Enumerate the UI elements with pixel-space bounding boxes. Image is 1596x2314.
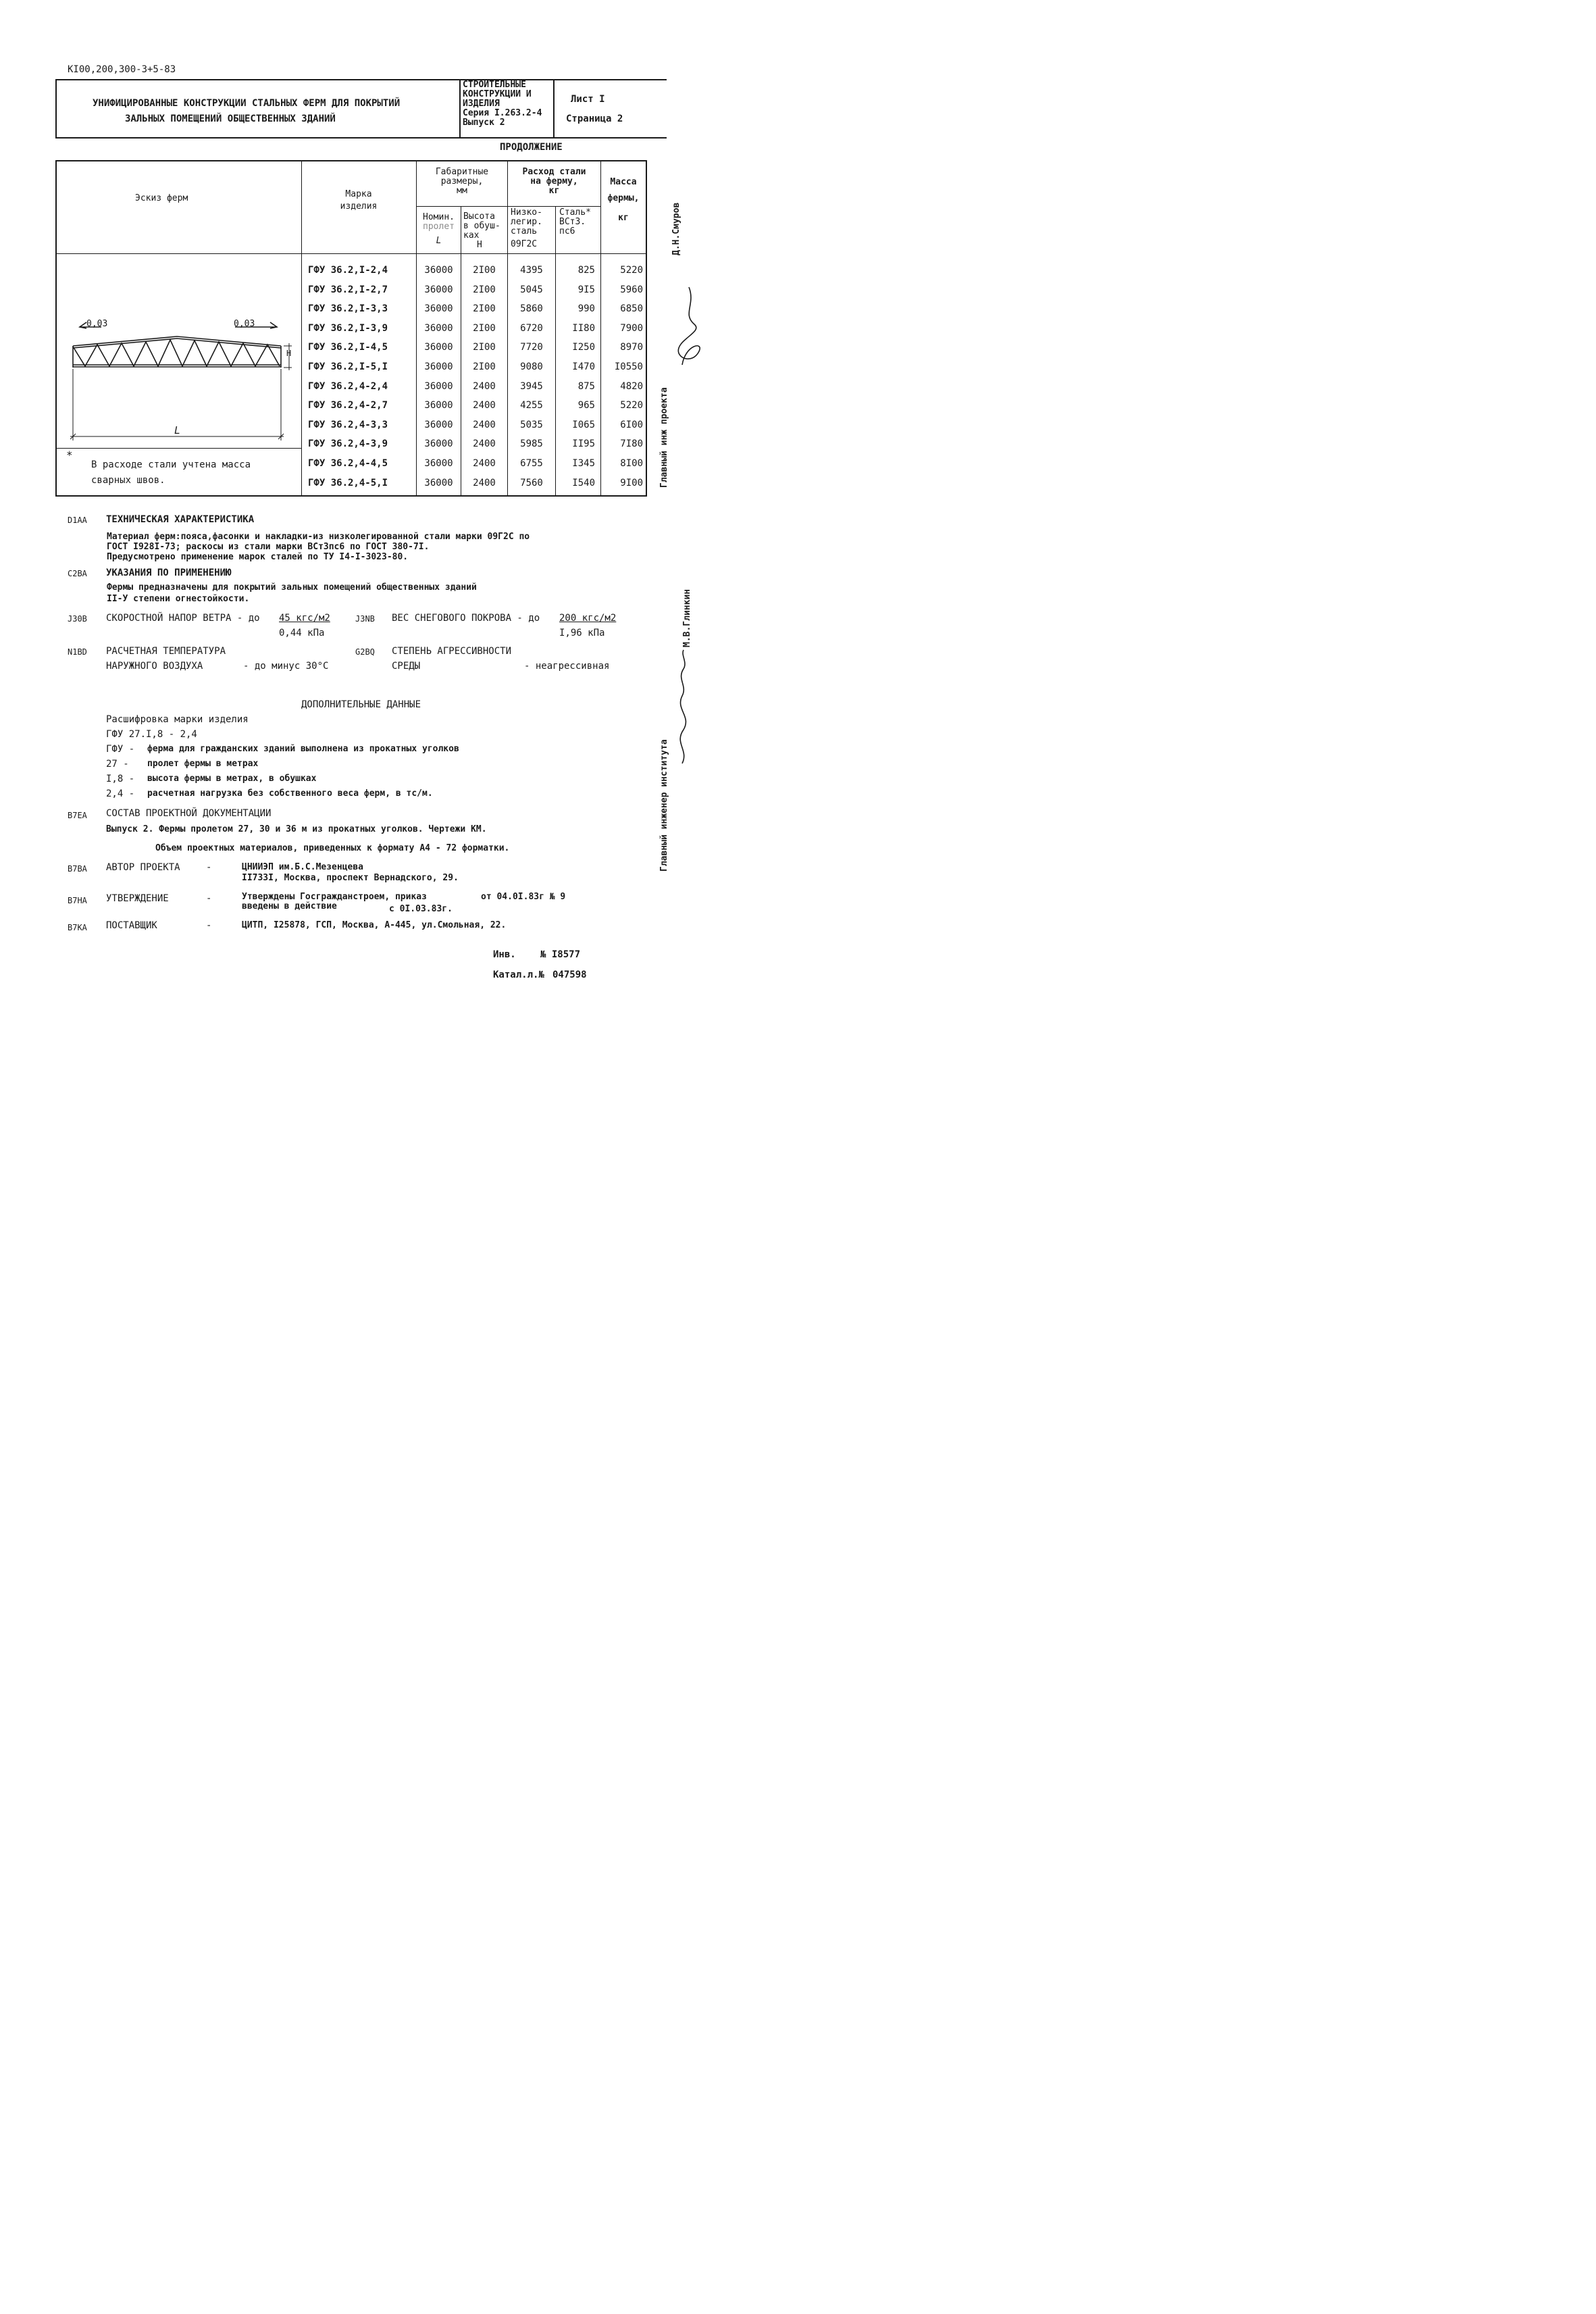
wind-label: СКОРОСТНОЙ НАПОР ВЕТРА - до: [106, 613, 260, 624]
extra-item-value: пролет фермы в метрах: [147, 759, 259, 769]
cell-low: 6755: [520, 458, 543, 469]
series-line-2: КОНСТРУКЦИИ И: [463, 89, 532, 99]
tech-line-2: ГОСТ I928I-73; раскосы из стали марки ВСт3пс6 по ГОСТ 380-7I.: [107, 542, 430, 552]
aggr-label-2: СРЕДЫ: [392, 661, 421, 672]
series-line-4: Серия I.263.2-4: [463, 108, 542, 118]
header-st-2: ВСт3.: [559, 217, 586, 227]
cell-h: 2400: [473, 438, 496, 450]
header-dims-1: Габаритные: [435, 167, 489, 177]
cell-low: 3945: [520, 380, 543, 392]
title-line-2: ЗАЛЬНЫХ ПОМЕЩЕНИЙ ОБЩЕСТВЕННЫХ ЗДАНИЙ: [125, 114, 336, 124]
extra-item-key: 2,4 -: [106, 788, 135, 799]
approval-line-2a: введены в действие: [242, 901, 337, 911]
cell-span: 36000: [424, 265, 453, 276]
side-chief-project: Главный инж проекта: [659, 387, 669, 488]
note-line-1: В расходе стали учтена масса: [91, 459, 251, 470]
extra-item-key: 27 -: [106, 759, 129, 770]
cell-mass: 7I80: [620, 438, 643, 450]
cell-st: I065: [572, 419, 595, 430]
continuation-label: ПРОДОЛЖЕНИЕ: [500, 142, 563, 153]
header-low-4: 09Г2С: [511, 239, 538, 249]
cell-low: 5045: [520, 284, 543, 295]
extra-item-value: высота фермы в метрах, в обушках: [147, 774, 317, 784]
wind-value-1: 45 кгс/м2: [279, 613, 330, 624]
cell-mass: 5220: [620, 400, 643, 411]
cell-st: II80: [572, 322, 595, 334]
header-dims-3: мм: [457, 186, 467, 196]
sheet-number: Лист I: [571, 94, 605, 105]
extra-item-value: ферма для гражданских зданий выполнена из прокатных уголков: [147, 744, 459, 754]
catalog-value: 047598: [552, 970, 587, 980]
cell-mass: 6850: [620, 303, 643, 315]
header-dims-2: размеры,: [440, 176, 484, 186]
header-mass-1: Масса: [610, 177, 637, 187]
author-code: B7BA: [68, 864, 87, 874]
cell-mass: I0550: [614, 361, 643, 372]
cell-st: 825: [577, 265, 595, 276]
supplier-code: B7KA: [68, 923, 87, 932]
cell-h: 2400: [473, 400, 496, 411]
cell-mass: 9I00: [620, 477, 643, 488]
temp-label-1: РАСЧЕТНАЯ ТЕМПЕРАТУРА: [106, 646, 226, 657]
header-low-2: легир.: [511, 217, 542, 227]
cell-mark: ГФУ 36.2,4-2,4: [308, 380, 388, 392]
author-label: АВТОР ПРОЕКТА: [106, 862, 180, 873]
header-mark-1: Марка: [345, 189, 372, 199]
header-st-1: Сталь*: [559, 207, 591, 218]
composition-heading: СОСТАВ ПРОЕКТНОЙ ДОКУМЕНТАЦИИ: [106, 808, 272, 819]
header-low-1: Низко-: [511, 207, 542, 218]
span-label: L: [174, 424, 181, 436]
cell-span: 36000: [424, 419, 453, 430]
cell-span: 36000: [424, 400, 453, 411]
cell-mass: 7900: [620, 322, 643, 334]
extra-item-value: расчетная нагрузка без собственного веса ферм, в тс/м.: [147, 788, 433, 799]
author-line-2: II733I, Москва, проспект Вернадского, 29.: [242, 873, 459, 883]
cell-st: 9I5: [577, 284, 595, 295]
signature-smurov: [669, 284, 709, 378]
cell-low: 5985: [520, 438, 543, 450]
snow-label: ВЕС СНЕГОВОГО ПОКРОВА - до: [392, 613, 540, 624]
cell-mark: ГФУ 36.2,I-3,3: [308, 303, 388, 315]
cell-mass: 4820: [620, 380, 643, 392]
approval-label: УТВЕРЖДЕНИЕ: [106, 893, 169, 904]
slope-right-label: 0,03: [234, 319, 255, 329]
cell-h: 2I00: [473, 303, 496, 315]
header-st-3: пс6: [559, 226, 575, 236]
cell-mark: ГФУ 36.2,4-4,5: [308, 458, 388, 469]
extra-item-key: ГФУ -: [106, 744, 135, 755]
cell-st: I250: [572, 342, 595, 353]
cell-mass: 5960: [620, 284, 643, 295]
tech-code: D1AA: [68, 515, 87, 525]
header-sketch: Эскиз ферм: [135, 193, 188, 203]
tech-line-1: Материал ферм:пояса,фасонки и накладки-из низколегированной стали марки 09Г2С по: [107, 532, 530, 542]
page-number: Страница 2: [566, 114, 623, 124]
series-line-1: СТРОИТЕЛЬНЫЕ: [463, 80, 526, 90]
cell-span: 36000: [424, 361, 453, 372]
side-chief-institute: Главный инженер института: [659, 739, 669, 872]
tech-heading: ТЕХНИЧЕСКАЯ ХАРАКТЕРИСТИКА: [106, 514, 255, 525]
cell-st: 965: [577, 400, 595, 411]
series-line-3: ИЗДЕЛИЯ: [463, 99, 500, 109]
cell-mark: ГФУ 36.2,4-5,I: [308, 477, 388, 488]
approval-line-1a: Утверждены Госгражданстроем, приказ: [242, 892, 427, 902]
cell-st: I345: [572, 458, 595, 469]
header-height-2: в обуш-: [463, 221, 500, 231]
snow-value-1: 200 кгс/м2: [559, 613, 617, 624]
cell-mass: 8970: [620, 342, 643, 353]
cell-h: 2I00: [473, 265, 496, 276]
note-line-2: сварных швов.: [91, 475, 165, 486]
cell-mass: 6I00: [620, 419, 643, 430]
approval-code: B7HA: [68, 896, 87, 905]
cell-mark: ГФУ 36.2,4-2,7: [308, 400, 388, 411]
aggr-label-1: СТЕПЕНЬ АГРЕССИВНОСТИ: [392, 646, 512, 657]
note-star: *: [66, 449, 73, 461]
cell-span: 36000: [424, 438, 453, 450]
temp-value: - до минус 30°С: [243, 661, 329, 672]
supplier-dash: -: [206, 920, 212, 931]
cell-h: 2400: [473, 458, 496, 469]
signature-glinkin: [669, 649, 696, 770]
cell-mass: 5220: [620, 265, 643, 276]
cell-low: 4395: [520, 265, 543, 276]
header-steel-1: Расход стали: [522, 167, 586, 177]
usage-heading: УКАЗАНИЯ ПО ПРИМЕНЕНИЮ: [106, 568, 232, 578]
cell-st: I540: [572, 477, 595, 488]
header-span-1: Номин.: [423, 212, 455, 222]
cell-low: 7720: [520, 342, 543, 353]
cell-mark: ГФУ 36.2,I-3,9: [308, 322, 388, 334]
cell-span: 36000: [424, 342, 453, 353]
cell-h: 2400: [473, 477, 496, 488]
header-low-3: сталь: [511, 226, 538, 236]
cell-mark: ГФУ 36.2,I-4,5: [308, 342, 388, 353]
temp-label-2: НАРУЖНОГО ВОЗДУХА: [106, 661, 203, 672]
composition-line-2: Объем проектных материалов, приведенных к формату А4 - 72 форматки.: [155, 843, 510, 853]
side-glinkin: М.В.Глинкин: [682, 588, 692, 647]
truss-web: [73, 340, 280, 366]
cell-mark: ГФУ 36.2,4-3,3: [308, 419, 388, 430]
inv-label: Инв.: [493, 949, 516, 960]
approval-line-2b: с 0I.03.83г.: [389, 904, 453, 914]
wind-code: J30B: [68, 614, 87, 624]
cell-low: 9080: [520, 361, 543, 372]
cell-st: 990: [577, 303, 595, 315]
cell-h: 2I00: [473, 284, 496, 295]
cell-span: 36000: [424, 303, 453, 315]
usage-line-2: II-У степени огнестойкости.: [107, 594, 250, 604]
usage-code: C2BA: [68, 569, 87, 578]
author-dash: -: [206, 862, 212, 873]
header-steel-3: кг: [548, 186, 560, 196]
cell-st: 875: [577, 380, 595, 392]
wind-value-2: 0,44 кПа: [279, 628, 325, 638]
cell-h: 2I00: [473, 342, 496, 353]
cell-mark: ГФУ 36.2,I-5,I: [308, 361, 388, 372]
extra-example: ГФУ 27.I,8 - 2,4: [106, 729, 197, 740]
cell-h: 2I00: [473, 322, 496, 334]
cell-low: 5035: [520, 419, 543, 430]
header-height-1: Высота: [463, 211, 495, 222]
supplier-line-1: ЦИТП, I25878, ГСП, Москва, А-445, ул.Смольная, 22.: [242, 920, 507, 930]
side-author: Д.Н.Смуров: [671, 202, 681, 255]
header-height-3: ках: [463, 230, 480, 241]
cell-span: 36000: [424, 477, 453, 488]
document-code: КI00,200,300-3+5-83: [68, 64, 176, 75]
snow-value-2: I,96 кПа: [559, 628, 605, 638]
header-height-4: H: [477, 240, 482, 250]
extra-heading: ДОПОЛНИТЕЛЬНЫЕ ДАННЫЕ: [301, 699, 421, 710]
approval-line-1b: от 04.0I.83г № 9: [481, 892, 566, 902]
cell-low: 6720: [520, 322, 543, 334]
cell-h: 2I00: [473, 361, 496, 372]
cell-mark: ГФУ 36.2,I-2,7: [308, 284, 388, 295]
cell-mark: ГФУ 36.2,I-2,4: [308, 265, 388, 276]
composition-code: B7EA: [68, 811, 87, 820]
header-span-3: L: [436, 236, 442, 246]
height-label: H: [286, 349, 292, 358]
tech-line-3: Предусмотрено применение марок сталей по ТУ I4-I-3023-80.: [107, 552, 409, 562]
cell-h: 2400: [473, 380, 496, 392]
cell-low: 4255: [520, 400, 543, 411]
extra-item-key: I,8 -: [106, 774, 135, 784]
cell-low: 5860: [520, 303, 543, 315]
extra-decode: Расшифровка марки изделия: [106, 714, 249, 725]
approval-dash: -: [206, 893, 212, 904]
inv-value: № I8577: [540, 949, 581, 960]
aggr-code: G2BQ: [355, 647, 375, 657]
usage-line-1: Фермы предназначены для покрытий зальных помещений общественных зданий: [107, 582, 477, 593]
cell-st: II95: [572, 438, 595, 450]
cell-mark: ГФУ 36.2,4-3,9: [308, 438, 388, 450]
cell-span: 36000: [424, 284, 453, 295]
catalog-label: Катал.л.№: [493, 970, 544, 980]
temp-code: N1BD: [68, 647, 87, 657]
header-span-2: пролет: [423, 222, 455, 232]
header-steel-2: на ферму,: [530, 176, 578, 186]
series-line-5: Выпуск 2: [463, 118, 505, 128]
cell-span: 36000: [424, 322, 453, 334]
title-line-1: УНИФИЦИРОВАННЫЕ КОНСТРУКЦИИ СТАЛЬНЫХ ФЕРМ ДЛЯ ПОКРЫТИЙ: [93, 98, 401, 109]
cell-st: I470: [572, 361, 595, 372]
snow-code: J3NB: [355, 614, 375, 624]
author-line-1: ЦНИИЭП им.Б.С.Мезенцева: [242, 862, 364, 872]
header-mass-2: фермы,: [607, 193, 640, 203]
aggr-value: - неагрессивная: [524, 661, 610, 672]
cell-span: 36000: [424, 458, 453, 469]
cell-mass: 8I00: [620, 458, 643, 469]
cell-h: 2400: [473, 419, 496, 430]
slope-left-label: 0,03: [86, 319, 108, 329]
composition-line-1: Выпуск 2. Фермы пролетом 27, 30 и 36 м из прокатных уголков. Чертежи КМ.: [106, 824, 487, 834]
header-mass-3: кг: [618, 213, 629, 223]
cell-low: 7560: [520, 477, 543, 488]
supplier-label: ПОСТАВЩИК: [106, 920, 157, 931]
top-chord: [73, 336, 281, 346]
header-mark-2: изделия: [340, 201, 378, 211]
cell-span: 36000: [424, 380, 453, 392]
